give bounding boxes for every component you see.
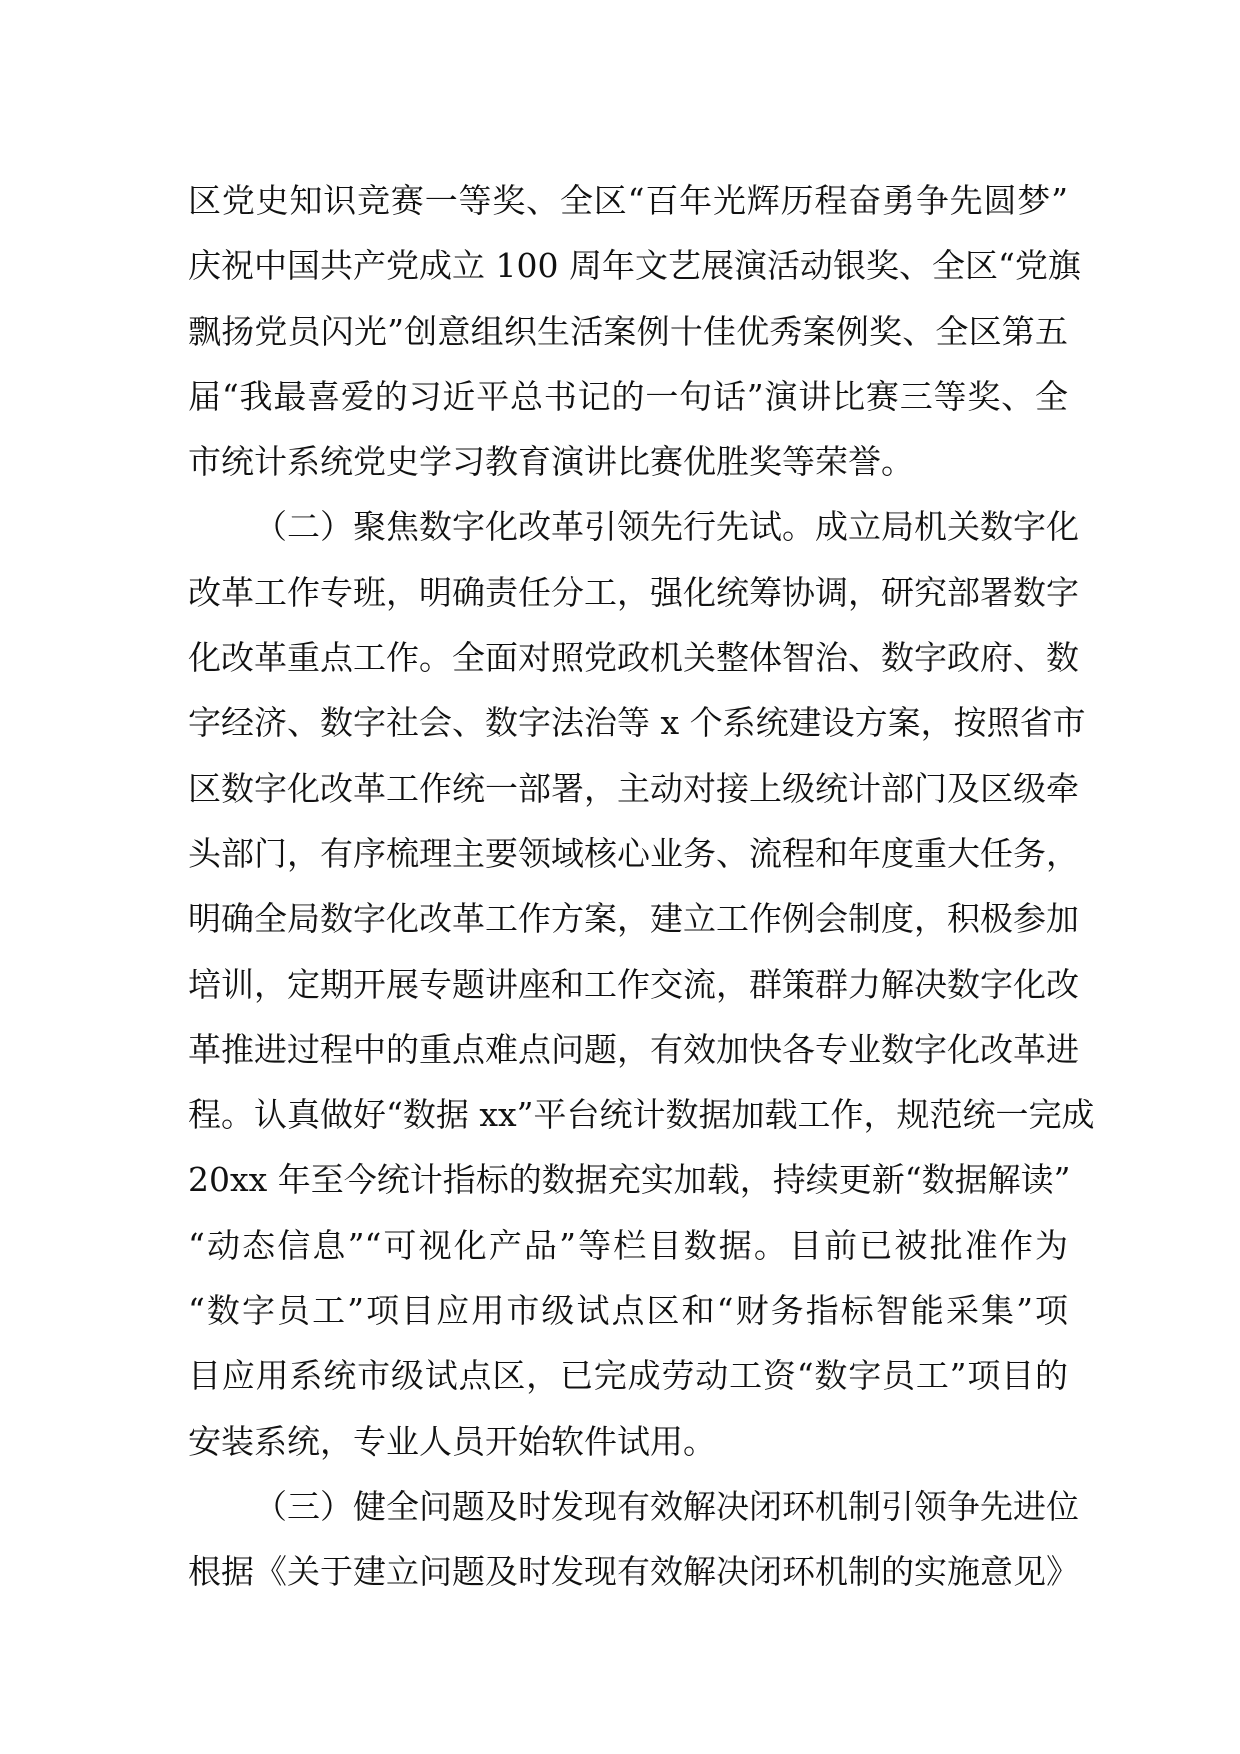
text-line: 庆祝中国共产党成立 100 周年文艺展演活动银奖、全区“党旗: [188, 246, 1081, 286]
text-line: 化改革重点工作。全面对照党政机关整体智治、数字政府、数: [188, 638, 1079, 678]
text-line: “数字员工”项目应用市级试点区和“财务指标智能采集”项: [188, 1291, 1068, 1331]
text-line: 届“我最喜爱的习近平总书记的一句话”演讲比赛三等奖、全: [188, 376, 1068, 416]
text-line: 改革工作专班，明确责任分工，强化统筹协调，研究部署数字: [188, 572, 1079, 612]
text-line: 安装系统，专业人员开始软件试用。: [188, 1421, 716, 1461]
text-line: 程。认真做好“数据 xx”平台统计数据加载工作，规范统一完成: [188, 1095, 1095, 1135]
section-heading-2: （二）聚焦数字化改革引领先行先试。成立局机关数字化: [254, 507, 1079, 547]
document-body: [188, 168, 1095, 1605]
text-line: 培训，定期开展专题讲座和工作交流，群策群力解决数字化改: [188, 964, 1079, 1004]
text-line: 区数字化改革工作统一部署，主动对接上级统计部门及区级牵: [188, 768, 1079, 808]
text-line: 目应用系统市级试点区，已完成劳动工资“数字员工”项目的: [188, 1356, 1068, 1396]
text-line: 明确全局数字化改革工作方案，建立工作例会制度，积极参加: [188, 899, 1079, 939]
text-line: 字经济、数字社会、数字法治等 x 个系统建设方案，按照省市: [188, 703, 1086, 743]
text-line: 飘扬党员闪光”创意组织生活案例十佳优秀案例奖、全区第五: [188, 311, 1068, 351]
text-line: “动态信息”“可视化产品”等栏目数据。目前已被批准作为: [188, 1225, 1068, 1265]
text-line: 区党史知识竞赛一等奖、全区“百年光辉历程奋勇争先圆梦”: [188, 181, 1068, 220]
section-heading-3: （三）健全问题及时发现有效解决闭环机制引领争先进位: [254, 1486, 1079, 1526]
text-line: 20xx 年至今统计指标的数据充实加载，持续更新“数据解读”: [188, 1160, 1071, 1200]
text-line: 革推进过程中的重点难点问题，有效加快各专业数字化改革进: [188, 1029, 1079, 1069]
text-line: 头部门，有序梳理主要领域核心业务、流程和年度重大任务，: [188, 833, 1079, 873]
text-line: 根据《关于建立问题及时发现有效解决闭环机制的实施意见》: [188, 1552, 1079, 1592]
text-line: 市统计系统党史学习教育演讲比赛优胜奖等荣誉。: [188, 442, 914, 482]
